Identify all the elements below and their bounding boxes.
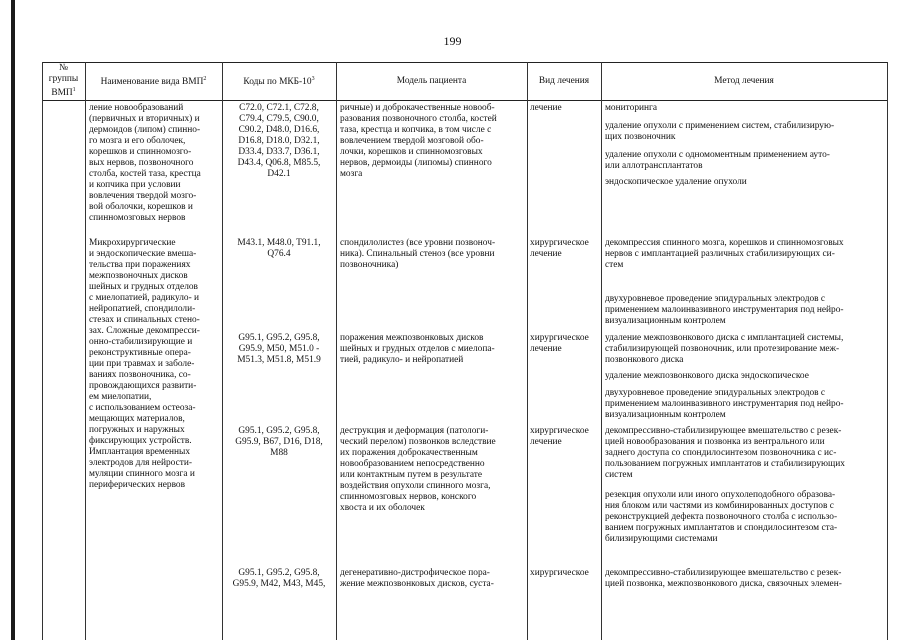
col-rule-1 [85, 62, 86, 640]
header-group-no: № группы ВМП$^1$ [48, 62, 79, 99]
row1-sub2-icd-codes: G95.1, G95.2, G95.8, G95.9, B67, D16, D18, M88 [235, 426, 323, 458]
row1-sub1-treatment-type: хирургическое лечение [530, 333, 589, 354]
row1-sub1-method-0: удаление межпозвонкового диска с имплантацией системы, стабилизирующей позвоночник, или протезирование меж- позвонкового диска [605, 333, 844, 365]
row1-sub1-patient-model: поражения межпозвонковых дисков шейных и грудных отделов с миелопа- тией, радикуло- и нейропатией [340, 333, 495, 365]
col-rule-6 [887, 62, 888, 640]
row1-sub0-patient-model: спондилолистез (все уровни позвоноч- ника). Спинальный стеноз (все уровни позвоночника) [340, 238, 496, 270]
row0-icd-codes: C72.0, C72.1, C72.8, C79.4, C79.5, C90.0, C90.2, D48.0, D16.6, D16.8, D18.0, D32.1, D33.4, D33.7, D36.1, D43.4, Q06.8, M85.5, D42.1 [237, 103, 321, 179]
row1-sub3-icd-codes: G95.1, G95.2, G95.8, G95.9, M42, M43, M45, [232, 568, 326, 589]
col-rule-3 [336, 62, 337, 640]
row1-sub0-icd-codes: M43.1, M48.0, T91.1, Q76.4 [237, 238, 321, 259]
row1-sub3-method-0: декомпрессивно-стабилизирующее вмешательство с резек- цией позвонка, межпозвонкового диска, связочных элемен- [605, 568, 842, 589]
row1-sub2-method-0: декомпрессивно-стабилизирующее вмешательство с резек- цией новообразования и позвонка из вентрального или заднего доступа со спондилосинтезом позвоночника с ис- пользованием погружных имплантатов и стабилизирующих систем [605, 426, 845, 480]
header-treatment-method: Метод лечения [714, 75, 774, 86]
row0-method-0: мониторинга [605, 103, 658, 113]
row0-method-1: удаление опухоли с применением систем, стабилизирую- щих позвоночник [605, 121, 835, 142]
row1-sub3-patient-model: дегенеративно-дистрофическое пора- жение межпозвонковых дисков, суста- [340, 568, 494, 589]
row1-sub2-patient-model: деструкция и деформация (патологи- ческий перелом) позвонков вследствие их поражения доброкачественным новообразованием непосредственно или контактным путем в результате воздействия опухоли спинного мозга, спинномозговых нервов, конского хвоста и их оболочек [340, 426, 496, 513]
header-treatment-type: Вид лечения [538, 75, 590, 86]
row1-sub2-method-1: резекция опухоли или иного опухолеподобного образова- ния блоком или частями из комбинированных доступов с реконструкцией дефекта позвоночного столба с использо- ванием погружных имплантатов и спондилосинтезом ста- билизирующими системами [605, 490, 838, 544]
page-number: 199 [443, 34, 462, 48]
row0-treatment-type: лечение [530, 103, 562, 113]
col-rule-2 [222, 62, 223, 640]
row1-sub0-method-0: декомпрессия спинного мозга, корешков и спинномозговых нервов с имплантацией различных стабилизирующих си- стем [605, 238, 844, 270]
col-rule-5 [601, 62, 602, 640]
row0-method-3: эндоскопическое удаление опухоли [605, 177, 747, 187]
scan-edge-shadow [11, 0, 15, 640]
row0-type-name: ление новообразований (первичных и вторичных) и дермоидов (липом) спинно- го мозга и его оболочек, корешков и спинномозго- вых нервов, позвоночного столба, костей таза, крестца и копчика при условии вовлечения твердой мозго- вой оболочки, корешков и спинномозговых нервов [89, 103, 201, 223]
header-icd-codes: Коды по МКБ-$10^3$ [243, 75, 315, 88]
row1-sub1-icd-codes: G95.1, G95.2, G95.8, G95.9, M50, M51.0 - M51.3, M51.8, M51.9 [237, 333, 321, 365]
row1-sub1-method-1: удаление межпозвонкового диска эндоскопическое [605, 371, 809, 381]
row1-sub1-method-2: двухуровневое проведение эпидуральных электродов с применением малоинвазивного инструментария под нейро- визуализационным контролем [605, 388, 844, 420]
row0-method-2: удаление опухоли с одномоментным применением ауто- или аллотрансплантатов [605, 150, 830, 171]
row1-sub0-method-1: двухуровневое проведение эпидуральных электродов с применением малоинвазивного инструментария под нейро- визуализационным контролем [605, 294, 844, 326]
row0-patient-model: ричные) и доброкачественные новооб- разования позвоночного столба, костей таза, крестца и копчика, в том числе с вовлечением твердой мозговой обо- лочки, корешков и спинномозговых нервов, дермоиды (липомы) спинного мозга [340, 103, 497, 179]
header-bottom-rule [42, 100, 888, 101]
col-rule-4 [527, 62, 528, 640]
row1-sub3-treatment-type: хирургическое [530, 568, 589, 578]
row1-sub2-treatment-type: хирургическое лечение [530, 426, 589, 447]
row1-type-name: Микрохирургические и эндоскопические вмеша- тельства при поражениях межпозвоночных дисков шейных и грудных отделов с миелопатией, радикуло- и нейропатией, спондилоли- стезах и спинальных стено- зах. Сложные декомпресси- онно-стабилизирующие и реконструктивные опера- ции при травмах и заболе- ваниях позвоночника, со- провождающихся развити- ем миелопатии, с использованием остеоза- мещающих материалов, погружных и наружных фиксирующих устройств. Имплантация временных электродов для нейрости- муляции спинного мозга и периферических нервов [89, 238, 200, 490]
header-type-name: Наименование вида ВМП$^2$ [100, 75, 207, 88]
row1-sub0-treatment-type: хирургическое лечение [530, 238, 589, 259]
col-rule-0 [42, 62, 43, 640]
header-patient-model: Модель пациента [396, 75, 467, 86]
